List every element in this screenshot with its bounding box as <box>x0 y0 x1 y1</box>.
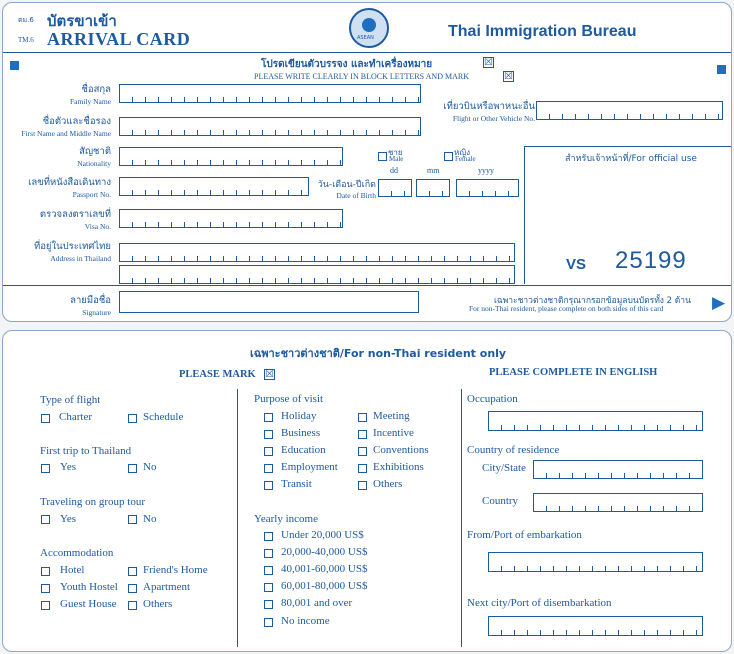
bureau-name: Thai Immigration Bureau <box>448 23 637 40</box>
arrival-card-back <box>2 330 732 652</box>
occupation-label: Occupation <box>467 393 518 405</box>
nationality-field[interactable] <box>119 147 343 166</box>
passport-label: เลขที่หนังสือเดินทาง Passport No. <box>28 177 111 199</box>
purpose-of-visit-label: Purpose of visit <box>254 393 324 405</box>
holiday-label: Holiday <box>281 410 317 422</box>
nationality-label: สัญชาติ Nationality <box>77 146 111 168</box>
registration-mark <box>717 65 726 74</box>
female-checkbox[interactable] <box>444 152 453 161</box>
meeting-label: Meeting <box>373 410 410 422</box>
purpose-others-checkbox[interactable] <box>358 481 367 490</box>
conventions-checkbox[interactable] <box>358 447 367 456</box>
guest-house-checkbox[interactable] <box>41 601 50 610</box>
group-tour-label: Traveling on group tour <box>40 496 146 508</box>
friends-home-label: Friend's Home <box>143 564 208 576</box>
flight-number-field[interactable] <box>536 101 723 120</box>
address-field-line-2[interactable] <box>119 265 515 284</box>
mark-example-icon: ☒ <box>265 369 274 380</box>
yearly-income-label: Yearly income <box>254 513 318 525</box>
non-thai-note-th: เฉพาะชาวต่างชาติกรุณากรอกข้อมูลบนบัตรทั้ง 2 ด้าน <box>494 296 691 306</box>
occupation-field[interactable] <box>488 411 703 431</box>
hotel-label: Hotel <box>60 564 85 576</box>
port-of-disembarkation-field[interactable] <box>488 616 703 636</box>
city-state-field[interactable] <box>533 460 703 479</box>
arrival-card-front <box>2 2 732 322</box>
city-state-label: City/State <box>482 462 526 474</box>
header-divider <box>3 52 731 53</box>
accommodation-others-label: Others <box>143 598 173 610</box>
port-of-disembarkation-label: Next city/Port of disembarkation <box>467 597 612 609</box>
official-use-label: สำหรับเจ้าหน้าที่/For official use <box>565 154 697 164</box>
type-of-flight-label: Type of flight <box>40 394 101 406</box>
income-20000-40000-checkbox[interactable] <box>264 549 273 558</box>
family-name-label: ชื่อสกุล Family Name <box>69 84 111 106</box>
dob-label: วัน-เดือน-ปีเกิด Date of Birth <box>317 180 376 200</box>
income-20000-40000-label: 20,000-40,000 US$ <box>281 546 368 558</box>
dob-year-field[interactable] <box>456 179 519 197</box>
group-tour-yes-label: Yes <box>60 513 77 525</box>
official-use-border <box>524 146 731 147</box>
accommodation-others-checkbox[interactable] <box>128 601 137 610</box>
official-use-border <box>524 146 525 284</box>
transit-label: Transit <box>281 478 312 490</box>
port-of-embarkation-field[interactable] <box>488 552 703 572</box>
guest-house-label: Guest House <box>60 598 117 610</box>
meeting-checkbox[interactable] <box>358 413 367 422</box>
first-name-label: ชื่อตัวและชื่อรอง First Name and Middle Name <box>21 116 111 138</box>
conventions-label: Conventions <box>373 444 429 456</box>
business-checkbox[interactable] <box>264 430 273 439</box>
visa-number-field[interactable] <box>119 209 343 228</box>
apartment-checkbox[interactable] <box>128 584 137 593</box>
footer-divider <box>3 285 731 286</box>
accommodation-label: Accommodation <box>40 547 114 559</box>
group-tour-no-checkbox[interactable] <box>128 515 137 524</box>
business-label: Business <box>281 427 321 439</box>
employment-checkbox[interactable] <box>264 464 273 473</box>
visa-label: ตรวจลงตราเลขที่ Visa No. <box>39 209 111 231</box>
income-none-label: No income <box>281 615 330 627</box>
income-none-checkbox[interactable] <box>264 618 273 627</box>
female-label-th: หญิง <box>454 148 470 157</box>
dob-month-field[interactable] <box>416 179 450 197</box>
employment-label: Employment <box>281 461 338 473</box>
non-thai-note-en: For non-Thai resident, please complete on both sides of this card <box>469 304 664 313</box>
serial-prefix: VS <box>566 256 587 273</box>
incentive-checkbox[interactable] <box>358 430 367 439</box>
exhibitions-checkbox[interactable] <box>358 464 367 473</box>
holiday-checkbox[interactable] <box>264 413 273 422</box>
mark-example-icon: ☒ <box>484 57 493 68</box>
first-trip-no-label: No <box>143 461 157 473</box>
male-label-en: Male <box>389 155 404 163</box>
first-trip-no-checkbox[interactable] <box>128 464 137 473</box>
incentive-label: Incentive <box>373 427 414 439</box>
registration-mark <box>10 61 19 70</box>
back-header: เฉพาะชาวต่างชาติ/For non-Thai resident only <box>250 347 507 360</box>
income-40001-60000-checkbox[interactable] <box>264 566 273 575</box>
first-name-field[interactable] <box>119 117 421 136</box>
income-80001-over-label: 80,001 and over <box>281 597 353 609</box>
group-tour-no-label: No <box>143 513 157 525</box>
income-under-20000-checkbox[interactable] <box>264 532 273 541</box>
education-checkbox[interactable] <box>264 447 273 456</box>
port-of-embarkation-label: From/Port of embarkation <box>467 529 582 541</box>
serial-number: 25199 <box>615 247 687 274</box>
transit-checkbox[interactable] <box>264 481 273 490</box>
charter-checkbox[interactable] <box>41 414 50 423</box>
male-checkbox[interactable] <box>378 152 387 161</box>
family-name-field[interactable] <box>119 84 421 103</box>
youth-hostel-checkbox[interactable] <box>41 584 50 593</box>
please-complete-label: PLEASE COMPLETE IN ENGLISH <box>489 367 658 378</box>
mark-example-icon: ☒ <box>504 71 513 82</box>
income-40001-60000-label: 40,001-60,000 US$ <box>281 563 368 575</box>
schedule-checkbox[interactable] <box>128 414 137 423</box>
card-title-en: ARRIVAL CARD <box>47 29 191 49</box>
card-title-th: บัตรขาเข้า <box>47 12 117 30</box>
youth-hostel-label: Youth Hostel <box>60 581 118 593</box>
first-trip-yes-checkbox[interactable] <box>41 464 50 473</box>
asean-emblem-icon: ASEAN <box>349 8 389 48</box>
schedule-label: Schedule <box>143 411 184 423</box>
dob-mm-hint: mm <box>427 166 440 175</box>
address-label: ที่อยู่ในประเทศไทย Address in Thailand <box>33 241 111 263</box>
first-trip-label: First trip to Thailand <box>40 445 132 457</box>
dob-yyyy-hint: yyyy <box>478 166 494 175</box>
column-divider <box>461 389 462 647</box>
instruction-en: PLEASE WRITE CLEARLY IN BLOCK LETTERS AND MARK <box>254 72 469 81</box>
purpose-others-label: Others <box>373 478 403 490</box>
income-80001-over-checkbox[interactable] <box>264 600 273 609</box>
education-label: Education <box>281 444 326 456</box>
income-60001-80000-checkbox[interactable] <box>264 583 273 592</box>
signature-label: ลายมือชื่อ Signature <box>70 295 111 317</box>
apartment-label: Apartment <box>143 581 191 593</box>
male-label-th: ชาย <box>388 148 403 157</box>
next-side-arrow-icon: ▶ <box>712 293 726 313</box>
group-tour-yes-checkbox[interactable] <box>41 515 50 524</box>
address-field-line-1[interactable] <box>119 243 515 262</box>
form-code-th: ตม.6 <box>18 16 34 24</box>
charter-label: Charter <box>59 411 92 423</box>
form-code-en: TM.6 <box>18 36 34 44</box>
income-60001-80000-label: 60,001-80,000 US$ <box>281 580 368 592</box>
exhibitions-label: Exhibitions <box>373 461 424 473</box>
country-label: Country <box>482 495 519 507</box>
column-divider <box>237 389 238 647</box>
flight-label: เที่ยวบินหรือพาหนะอื่น Flight or Other Vehicle No. <box>443 101 535 123</box>
dob-dd-hint: dd <box>390 166 398 175</box>
country-of-residence-label: Country of residence <box>467 444 560 456</box>
please-mark-label: PLEASE MARK <box>179 369 256 380</box>
female-label-en: Female <box>455 155 476 163</box>
country-field[interactable] <box>533 493 703 512</box>
passport-number-field[interactable] <box>119 177 309 196</box>
hotel-checkbox[interactable] <box>41 567 50 576</box>
income-under-20000-label: Under 20,000 US$ <box>281 529 364 541</box>
friends-home-checkbox[interactable] <box>128 567 137 576</box>
signature-field[interactable] <box>119 291 419 313</box>
instruction-th: โปรดเขียนตัวบรรจง และทำเครื่องหมาย <box>261 59 433 70</box>
first-trip-yes-label: Yes <box>60 461 77 473</box>
dob-day-field[interactable] <box>378 179 412 197</box>
